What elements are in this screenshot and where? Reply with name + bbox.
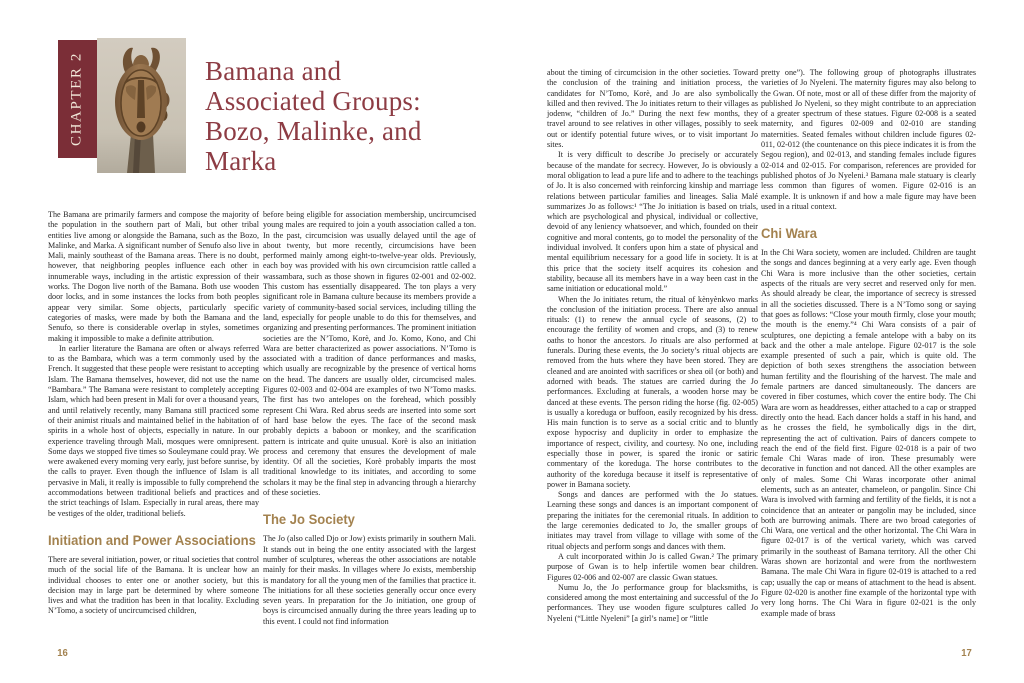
chapter-sculpture-photo — [97, 38, 186, 173]
section-heading-initiation-power-associations: Initiation and Power Associations — [48, 531, 256, 548]
chapter-title-line: Associated Groups: — [205, 86, 421, 116]
paragraph: In the Chi Wara society, women are included. Children are taught the songs and dances beginning at a very early age. Even though Chi Wara is more inclusive than the other societies, certain aspects of the rituals are very secret and reserved only for men. As should already be clear, the importance of secrecy is stressed in all the societies discussed. There is a N’Tomo song or saying that goes as follows: “Close your mouth firmly, close your mouth; the mouth is the enemy.”⁴ Chi Wara consists of a pair of sculptures, one depicting a female antelope with a baby on its back and the other a male antelope. Figure 02-017 is the sole example presented of such a pair, which is quite old. The depiction of both sexes strengthens the association between human fertility and the flourishing of the harvest. The male and female partners are danced simultaneously. The dancers are covered in fiber costumes, which cover the entire body. The Chi Wara are worn as headdresses, either attached to a cap or strapped directly onto the head. Each dancer holds a staff in his hand, and as he crosses the field, he symbolically digs in the dirt, representing the act of cultivation. Pairs of dancers compete to reach the end of the field first. Figure 02-018 is a pair of two female Chi Waras made of iron. These presumably were decorative in function and not danced. All the other examples are only of males. Some Chi Waras incorporate other animal elements, such as an anteater, chameleon, or pangolin. Since Chi Wara is involved with farming and fertility of the fields, it is not a coincidence that an anteater or pangolin may be included, since both are burrowing animals. There are two broad categories of Chi Wara, one vertical and the other horizontal. The Chi Wara in figure 02-017 is of the vertical variety, which was carved primarily in the southeast of Bamana territory. All the other Chi Waras shown are horizontal and were from the northwestern Bamana. The male Chi Wara in figure 02-019 is attached to a red cap; usually the cap or means of attachment to the head is absent. Figure 02-020 is another fine example of the horizontal type with very long horns. The Chi Wara in figure 02-021 is the only example made of brass — [761, 248, 976, 618]
page-number-left: 16 — [57, 648, 68, 659]
paragraph: pretty one”). The following group of photographs illustrates varieties of Jo Nyeleni. The maternity figures may also belong to the Gwan. Of note, most or all of these differ from the majority of published Jo Nyeleni, so they might contribute to an appreciation of a greater spectrum of these statues. Figure 02-008 is a seated maternity, and figures 02-009 and 02-010 are standing maternities. Seated females without children include figures 02-011, 02-012 (the countenance on this piece indicates it is from the Segou region), and 02-013, and standing females include figures 02-014 and 02-015. For comparison, references are provided for published photos of Jo Nyeleni.³ Bamana male statuary is clearly less common than figures of women. Figure 02-016 is an example. It is unknown if and how a male figure may have been used in a ritual context. — [761, 68, 976, 211]
sculpture-illustration — [97, 38, 186, 173]
paragraph: There are several initiation, power, or ritual societies that control much of the social life of the Bamana. It is unclear how an individual chooses to enter one or another society, but this decision may in large part be determined by where someone lives and what the tradition has been in that locality. Excluding N’Tomo, a society of uncircumcised children, — [48, 554, 259, 616]
paragraph: The Bamana are primarily farmers and compose the majority of the population in the southern part of Mali, but other tribal entities live among or alongside the Bamana, such as the Bozo, Malinke, and Marka. A significant number of Senufo also live in Mali, mainly southeast of the Bamana areas. There is no doubt, however, that neighboring peoples influence each other in innumerable ways, including in the artistic expression of their works. The Dogon live north of the Bamana. Both use wooden door locks, and in some instances the locks from both peoples appear very similar. Some objects, particularly specific categories of masks, were made by both the Bamana and the Senufo, so there is considerable overlap in styles, sometimes making it impossible to make a definite attribution. — [48, 210, 259, 343]
right-page-column-1 — [547, 68, 758, 624]
chapter-title-line: Marka — [205, 146, 277, 176]
paragraph: In earlier literature the Bamana are often or always referred to as the Bambara, which was a term commonly used by the French. It suggested that these people were resistant to accepting Islam. The Bamana themselves, however, did not use the name “Bambara.” The Bamana were resistant to completely accepting Islam, which had been present in Mali for over a thousand years, and until relatively recently, many Bamana still practiced some of their animist rituals and maintained belief in the habitation of spirits in a whole host of objects, especially in nature. In our experience traveling through Mali, mosques were omnipresent. Some days we stopped five times so Souleymane could pray. We were awakened every morning very early, just before sunrise, by the calls to prayer. Even though the influence of Islam is all pervasive in Mali, it really is impossible to fully comprehend the accommodations between traditional beliefs and practices and the strict teachings of Islam. Especially in rural areas, there may be vestiges of the older, traditional beliefs. — [48, 343, 259, 518]
left-page-column-1 — [48, 210, 259, 617]
left-page-column-2 — [263, 210, 476, 627]
chapter-title — [205, 56, 422, 176]
paragraph: When the Jo initiates return, the ritual of kènyènkwo marks the conclusion of the initiation process. There are also annual rituals: (1) to renew the annual cycle of seasons, (2) to encourage the fertility of women and crops, and (3) to renew oaths to honor the ancestors. Jo rituals are also performed at funerals. During these events, the Jo society’s ritual objects are removed from the huts where they have been stored. They are cleaned and are anointed with sacrifices or shea oil (or both) and adorned with beads. The statues are carried during the Jo performances. Excluding at funerals, a wooden horse may be danced at these events. The person riding the horse (fig. 02-005) is usually a koreduga or buffoon, easily recognized by his dress. His main function is to serve as a social critic and to bluntly expose hypocrisy and duplicity in order to emphasize the importance of respect, civility, and courtesy. No one, including especially those in power, is spared the ironic or satiric commentary of the koreduga. The horse contributes to the authority of the koreduga because it itself is representative of power in Bamana society. — [547, 294, 758, 489]
chapter-title-line: Bozo, Malinke, and — [205, 116, 422, 146]
paragraph: before being eligible for association membership, uncircumcised young males are required to join a youth association called a ton. In the past, circumcision was usually delayed until the age of about twenty, but more recently, circumcisions have been performed mainly among eight-to-twelve-year olds. Previously, each boy was provided with his own circumcision rattle called a wassambara, such as those shown in figures 02-001 and 02-002. This custom has essentially disappeared. The ton plays a very significant role in Bamana culture because its members provide a variety of community-based social services, including tilling the land, especially for people unable to do this for themselves, and organizing and presenting performances. The prominent initiation societies are the N’Tomo, Korè, and Jo. Komo, Kono, and Chi Wara are better characterized as power associations. N’Tomo is associated with a tradition of dance performances and masks, which usually are recognizable by the presence of vertical horns on the head. The dancers are usually older, circumcised males. Figures 02-003 and 02-004 are examples of two N’Tomo masks. The first has two antelopes on the forehead, which possibly represent Chi Wara. Red abrus seeds are inserted into some sort of hard base below the eyes. The face of the second mask probably depicts a baboon or monkey, and the scarification pattern is intricate and quite unusual. Korè is also an initiation process and ceremony that ensures the development of male identity. Of all the societies, Korè probably imparts the most traditional knowledge to its initiates, and according to some scholars it may be the final step in advancing through a hierarchy of these societies. — [263, 210, 477, 498]
page-number-right: 17 — [961, 648, 972, 659]
paragraph: The Jo (also called Djo or Jow) exists primarily in southern Mali. It stands out in being the one entity associated with the largest number of sculptures, whereas the other associations are notable mainly for their masks. In villages where Jo exists, membership is mandatory for all the young men of the families that practice it. The initiations for all these societies generally occur once every seven years. In preparation for the Jo initiation, one group of boys is circumcised annually during the three years leading up to this event. I could not find information — [263, 534, 476, 626]
paragraph: Numu Jo, the Jo performance group for blacksmiths, is considered among the most entertaining and successful of the Jo performances. They use wooden figure sculptures called Jo Nyeleni (“Little Nyeleni” [a girl’s name] or “little — [547, 582, 758, 623]
paragraph: about the timing of circumcision in the other societies. Toward the conclusion of the training and initiation process, the candidates for N’Tomo, Korè, and Jo are also symbolically killed and then revived. The Jo initiates return to their villages as jodenw, “children of Jo.” During the next few months, they travel around to see relatives in other villages, possibly to seek out or identify potential future wives, or to visit important Jo sites. — [547, 68, 758, 150]
paragraph: Songs and dances are performed with the Jo statues. Learning these songs and dances is an important component of preparing the initiates for the ceremonial rituals. In addition to the large ceremonies dedicated to Jo, the smaller groups of initiates may travel from village to village with some of the ritual objects and perform songs and dances with them. — [547, 490, 758, 551]
section-heading-jo-society: The Jo Society — [263, 511, 355, 528]
chapter-title-line: Bamana and — [205, 56, 342, 86]
section-heading-chi-wara: Chi Wara — [761, 225, 817, 242]
paragraph: It is very difficult to describe Jo precisely or accurately because of the mandate for secrecy. However, Jo is obviously a moral obligation to lead a pure life and to adhere to the teachings of Jo. It is also concerned with reinforcing kinship and marriage relations between particular families and lineages. Salia Malé summarizes Jo as follows:¹ “The Jo initiation is based on trials, which are psychological and physical, individual or collective, devoid of any leniency whatsoever, and which, founded on their cognitive and moral contents, go to model the personality of the individual involved. It confers upon him a state of physical and mental equilibrium necessary for a good life in society. It is at this price that the society itself acquires its cohesion and stability, because all its members have in a way been cast in the same initiation or educational mold.” — [547, 150, 758, 294]
right-page-column-2 — [761, 68, 976, 619]
paragraph: A cult incorporated within Jo is called Gwan.² The primary purpose of Gwan is to help infertile women bear children. Figures 02-006 and 02-007 are classic Gwan statues. — [547, 551, 758, 582]
chapter-label: CHAPTER 2 — [68, 52, 85, 146]
